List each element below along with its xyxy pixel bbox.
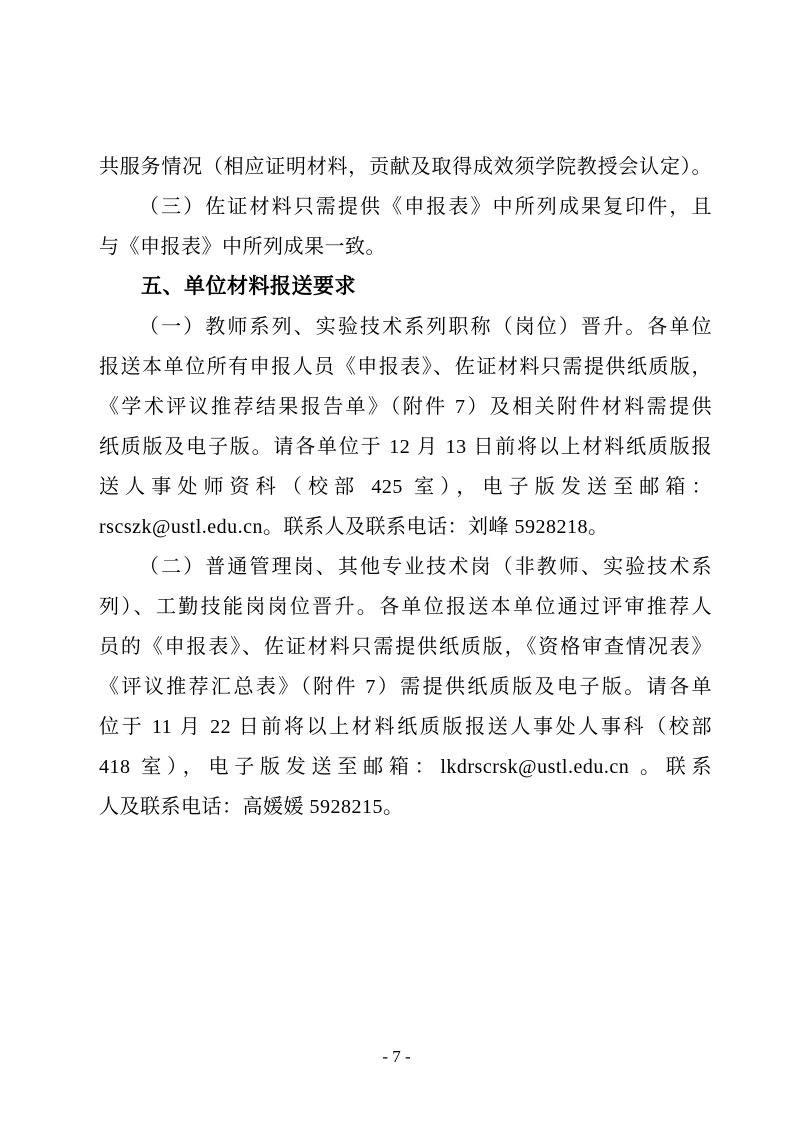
text-line: 共服务情况（相应证明材料，贡献及取得成效须学院教授会认定）。 <box>99 156 712 178</box>
text-line: 与《申报表》中所列成果一致。 <box>99 236 386 258</box>
text-line: 送人事处师资科（校部 425 室），电子版发送至邮箱： <box>99 476 712 498</box>
text-line: rscszk@ustl.edu.cn。联系人及联系电话：刘峰 5928218。 <box>99 516 609 538</box>
page-number: - 7 - <box>382 1047 411 1066</box>
text-line: 418 室），电子版发送至邮箱：lkdrscrsk@ustl.edu.cn 。联系 <box>99 756 712 778</box>
text-line: 员的《申报表》、佐证材料只需提供纸质版，《资格审查情况表》 <box>99 636 712 658</box>
text-line: 报送本单位所有申报人员《申报表》、佐证材料只需提供纸质版， <box>99 356 712 378</box>
text-line: 人及联系电话：高媛媛 5928215。 <box>99 796 404 818</box>
text-line: 《评议推荐汇总表》（附件 7）需提供纸质版及电子版。请各单 <box>99 676 712 698</box>
text-line: （一）教师系列、实验技术系列职称（岗位）晋升。各单位 <box>139 316 712 338</box>
text-line: 纸质版及电子版。请各单位于 12 月 13 日前将以上材料纸质版报 <box>99 436 712 458</box>
text-line: 位于 11 月 22 日前将以上材料纸质版报送人事处人事科（校部 <box>99 716 712 738</box>
text-line: （三）佐证材料只需提供《申报表》中所列成果复印件，且 <box>139 196 712 218</box>
section-heading: 五、单位材料报送要求 <box>141 275 356 298</box>
text-block <box>99 147 712 827</box>
text-line: （二）普通管理岗、其他专业技术岗（非教师、实验技术系 <box>139 556 712 578</box>
text-line: 列）、工勤技能岗岗位晋升。各单位报送本单位通过评审推荐人 <box>99 596 712 618</box>
text-line: 《学术评议推荐结果报告单》（附件 7）及相关附件材料需提供 <box>99 396 712 418</box>
